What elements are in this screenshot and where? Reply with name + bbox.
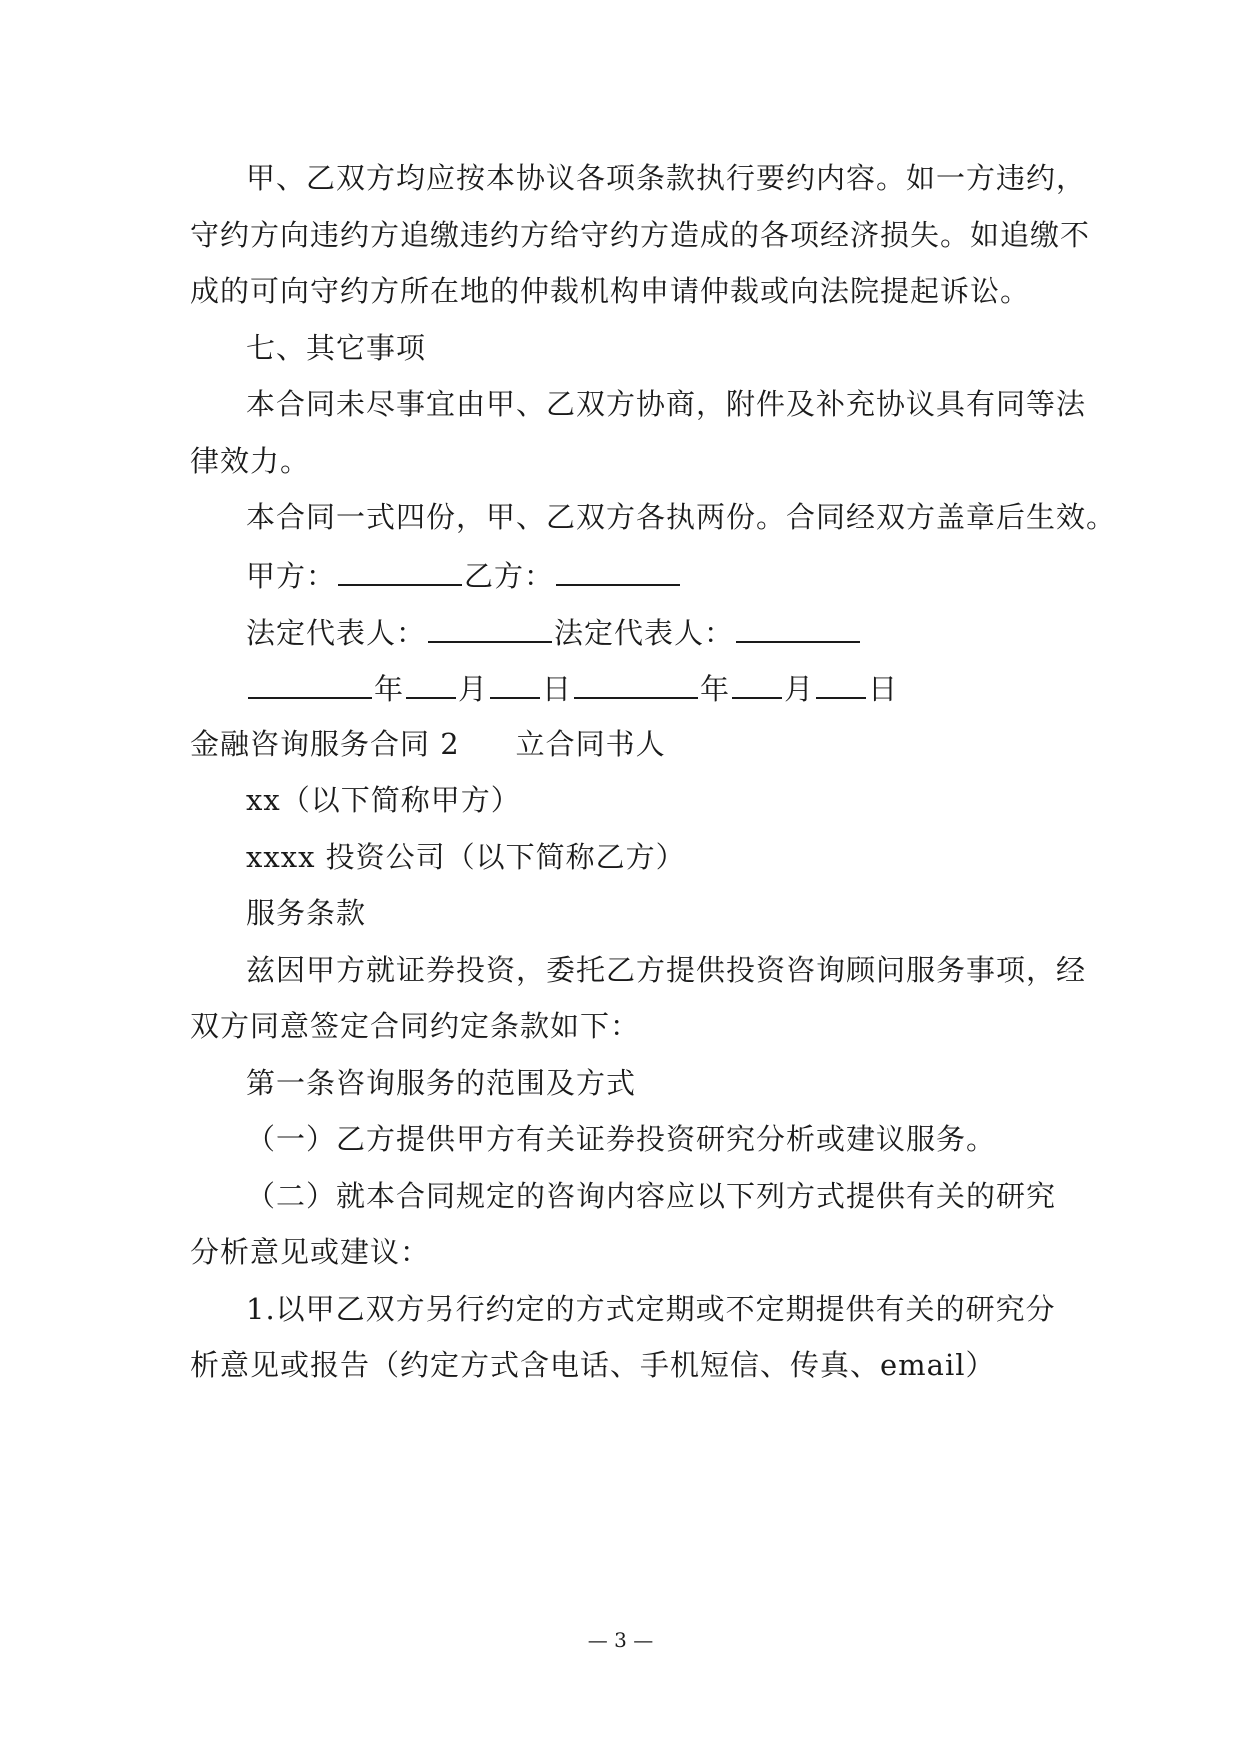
party-b-definition: xxxx 投资公司（以下简称乙方） xyxy=(246,840,686,874)
list-item: （一）乙方提供甲方有关证券投资研究分析或建议服务。 xyxy=(246,1122,997,1156)
list-item: 1.以甲乙双方另行约定的方式定期或不定期提供有关的研究分 xyxy=(246,1292,1056,1326)
contract-title-line xyxy=(190,724,666,764)
contract-title: 金融咨询服务合同 2 xyxy=(190,727,460,761)
representative-signature-line xyxy=(246,611,862,653)
month-label: 月 xyxy=(458,672,489,706)
date-blank xyxy=(406,667,456,699)
rep-a-label: 法定代表人： xyxy=(246,616,427,650)
list-item: （二）就本合同规定的咨询内容应以下列方式提供有关的研究 xyxy=(246,1179,1057,1213)
paragraph-line: 守约方向违约方追缴违约方给守约方造成的各项经济损失。如追缴不 xyxy=(190,218,1091,252)
section-heading: 七、其它事项 xyxy=(246,331,427,365)
paragraph-line: 甲、乙双方均应按本协议各项条款执行要约内容。如一方违约， xyxy=(246,161,1087,195)
signature-blank xyxy=(736,611,860,643)
party-signature-line xyxy=(246,554,682,596)
date-blank xyxy=(816,667,866,699)
page-number: — 3 — xyxy=(587,1628,654,1652)
year-label: 年 xyxy=(374,672,405,706)
day-label: 日 xyxy=(542,672,573,706)
date-blank xyxy=(490,667,540,699)
party-b-label: 乙方： xyxy=(464,559,555,593)
rep-b-label: 法定代表人： xyxy=(554,616,735,650)
date-blank xyxy=(248,667,372,699)
day-label: 日 xyxy=(868,672,899,706)
paragraph-line: 本合同未尽事宜由甲、乙双方协商，附件及补充协议具有同等法 xyxy=(246,387,1087,421)
date-blank xyxy=(574,667,698,699)
date-blank xyxy=(732,667,782,699)
signature-blank xyxy=(428,611,552,643)
paragraph-line: 律效力。 xyxy=(190,444,311,478)
party-a-label: 甲方： xyxy=(246,559,337,593)
paragraph-line: 本合同一式四份，甲、乙双方各执两份。合同经双方盖章后生效。 xyxy=(246,500,1117,534)
paragraph-line: 析意见或报告（约定方式含电话、手机短信、传真、email） xyxy=(190,1348,996,1382)
date-line xyxy=(246,667,898,709)
paragraph-line: 双方同意签定合同约定条款如下： xyxy=(190,1009,641,1043)
paragraph-line: 分析意见或建议： xyxy=(190,1235,431,1269)
paragraph-line: 成的可向守约方所在地的仲裁机构申请仲裁或向法院提起诉讼。 xyxy=(190,274,1031,308)
contract-signers: 立合同书人 xyxy=(515,727,666,761)
article-heading: 第一条咨询服务的范围及方式 xyxy=(246,1066,637,1100)
section-heading: 服务条款 xyxy=(246,896,367,930)
paragraph-line: 兹因甲方就证券投资，委托乙方提供投资咨询顾问服务事项，经 xyxy=(246,953,1087,987)
year-label: 年 xyxy=(700,672,731,706)
month-label: 月 xyxy=(784,672,815,706)
signature-blank xyxy=(338,554,462,586)
party-a-definition: xx（以下简称甲方） xyxy=(246,783,521,817)
signature-blank xyxy=(556,554,680,586)
